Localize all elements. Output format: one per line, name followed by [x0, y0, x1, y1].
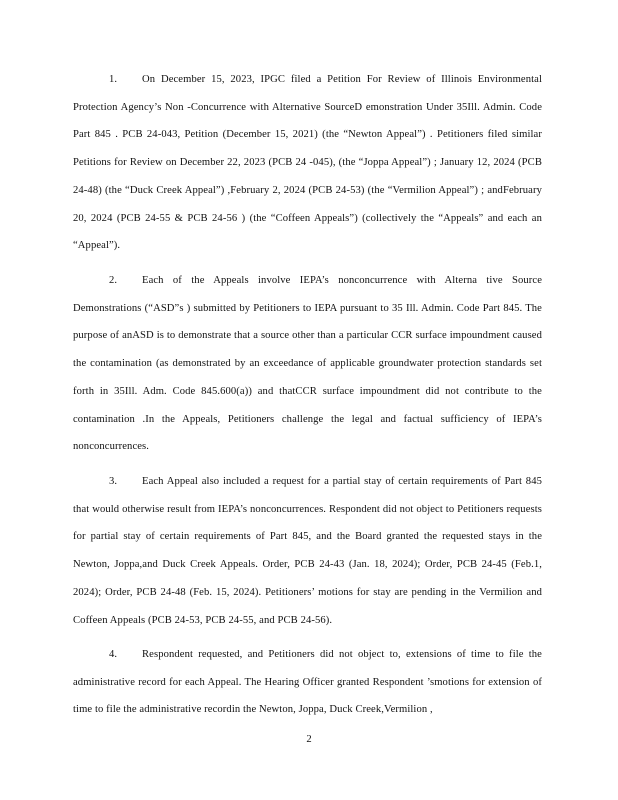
paragraph-2 [73, 267, 542, 461]
paragraph-4 [73, 641, 542, 724]
paragraph-1 [73, 66, 542, 260]
paragraph-number: 2. [109, 275, 118, 286]
paragraph-3 [73, 468, 542, 634]
paragraph-text: Each of the Appeals involve IEPA’s nonconcurrence with Alterna tive Source Demonstrations (“ASD”s ) submitted by Petitioners to IEPA pursuant to 35 Ill. Admin. Code Part 845. The purpose of anASD is to demonstrate that a source other than a particular CCR surface impoundment caused the contamination (as demonstrated by an exceedance of applicable groundwater protection standards set forth in 35Ill. Adm. Code 845.600(a)) and thatCCR surface impoundment did not contribute to the contamination .In the Appeals, Petitioners challenge the legal and factual sufficiency of IEPA’s nonconcurrences. [73, 275, 542, 453]
paragraph-number: 3. [109, 476, 118, 487]
paragraph-text: Each Appeal also included a request for a partial stay of certain requirements of Part 845 that would otherwise result from IEPA’s nonconcurrences. Respondent did not object to Petitioners requests for partial stay of certain requirements of Part 845, and the Board granted the requested stays in the Newton, Joppa,and Duck Creek Appeals. Order, PCB 24-43 (Jan. 18, 2024); Order, PCB 24-45 (Feb.1, 2024); Order, PCB 24-48 (Feb. 15, 2024). Petitioners’ motions for stay are pending in the Vermilion and Coffeen Appeals (PCB 24-53, PCB 24-55, and PCB 24-56). [73, 476, 542, 626]
paragraph-text: On December 15, 2023, IPGC filed a Petition For Review of Illinois Environmental Protection Agency’s Non -Concurrence with Alternative SourceD emonstration Under 35Ill. Admin. Code Part 845 . PCB 24-043, Petition (December 15, 2021) (the “Newton Appeal”) . Petitioners filed similar Petitions for Review on December 22, 2023 (PCB 24 -045), (the “Joppa Appeal”) ; January 12, 2024 (PCB 24-48) (the “Duck Creek Appeal”) ,February 2, 2024 (PCB 24-53) (the “Vermilion Appeal”) ; andFebruary 20, 2024 (PCB 24-55 & PCB 24-56 ) (the “Coffeen Appeals”) (collectively the “Appeals” and each an “Appeal”). [73, 74, 542, 252]
paragraph-number: 4. [109, 649, 118, 660]
page-number: 2 [306, 734, 312, 745]
paragraph-number: 1. [109, 74, 118, 85]
paragraph-text: Respondent requested, and Petitioners did not object to, extensions of time to file the administrative record for each Appeal. The Hearing Officer granted Respondent ’smotions for extension of time to file the administrative recordin the Newton, Joppa, Duck Creek,Vermilion , [73, 649, 542, 716]
